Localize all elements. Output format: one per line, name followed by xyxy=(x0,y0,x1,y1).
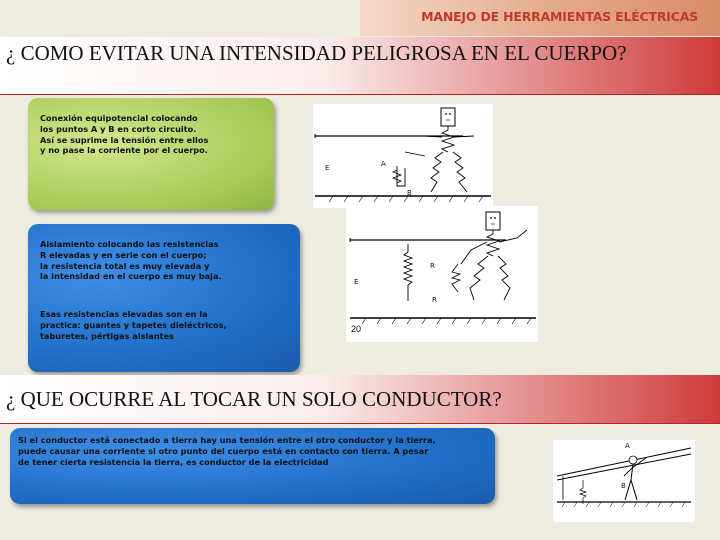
source-label: E xyxy=(325,164,330,172)
section-title-band-2 xyxy=(0,375,720,424)
single-conductor-diagram xyxy=(553,440,695,522)
equipotencial-text: Conexión equipotencial colocando los puntos A y B en corto circuito. Así se suprime la tensión entre ellos y no pase la corriente por el cuerpo. xyxy=(40,113,209,156)
point-b-label: B xyxy=(621,482,626,490)
aislamiento-box xyxy=(28,224,300,372)
section-title-band xyxy=(0,37,720,95)
section-title-2: ¿ QUE OCURRE AL TOCAR UN SOLO CONDUCTOR? xyxy=(6,387,502,411)
point-a-label: A xyxy=(381,160,386,168)
section-title: ¿ COMO EVITAR UNA INTENSIDAD PELIGROSA EN EL CUERPO? xyxy=(6,41,627,65)
source-label: E xyxy=(354,278,359,286)
header-banner xyxy=(360,0,720,36)
conductor-box xyxy=(10,428,495,504)
point-b-label: B xyxy=(407,189,412,197)
slide-number: 20 xyxy=(351,324,362,334)
aislamiento-examples-text: Esas resistencias elevadas son en la practica: guantes y tapetes dieléctricos, taburetes, pértigas aislantes xyxy=(40,309,227,341)
resistance-label-2: R xyxy=(432,296,437,304)
single-conductor-diagram-svg xyxy=(553,440,695,522)
aislamiento-diagram xyxy=(346,206,538,342)
equipotencial-diagram xyxy=(313,104,493,208)
aislamiento-text: Aislamiento colocando las resistencias R elevadas y en serie con el cuerpo; la resistencia total es muy elevada y la intensidad en el cuerpo es muy baja. xyxy=(40,239,222,282)
equipotencial-diagram-svg xyxy=(313,104,493,208)
brand-title: MANEJO DE HERRAMIENTAS ELÉCTRICAS xyxy=(421,9,698,24)
point-a-label: A xyxy=(625,442,630,450)
conductor-text: Si el conductor está conectado a tierra hay una tensión entre el otro conductor y la tierra, puede causar una corriente si otro punto del cuerpo está en contacto con tierra. A pesar de tener cierta resistencia la tierra, es conductor de la electricidad xyxy=(18,435,436,467)
aislamiento-diagram-svg xyxy=(346,206,538,342)
resistance-label-1: R xyxy=(430,262,435,270)
equipotencial-box xyxy=(28,98,274,210)
